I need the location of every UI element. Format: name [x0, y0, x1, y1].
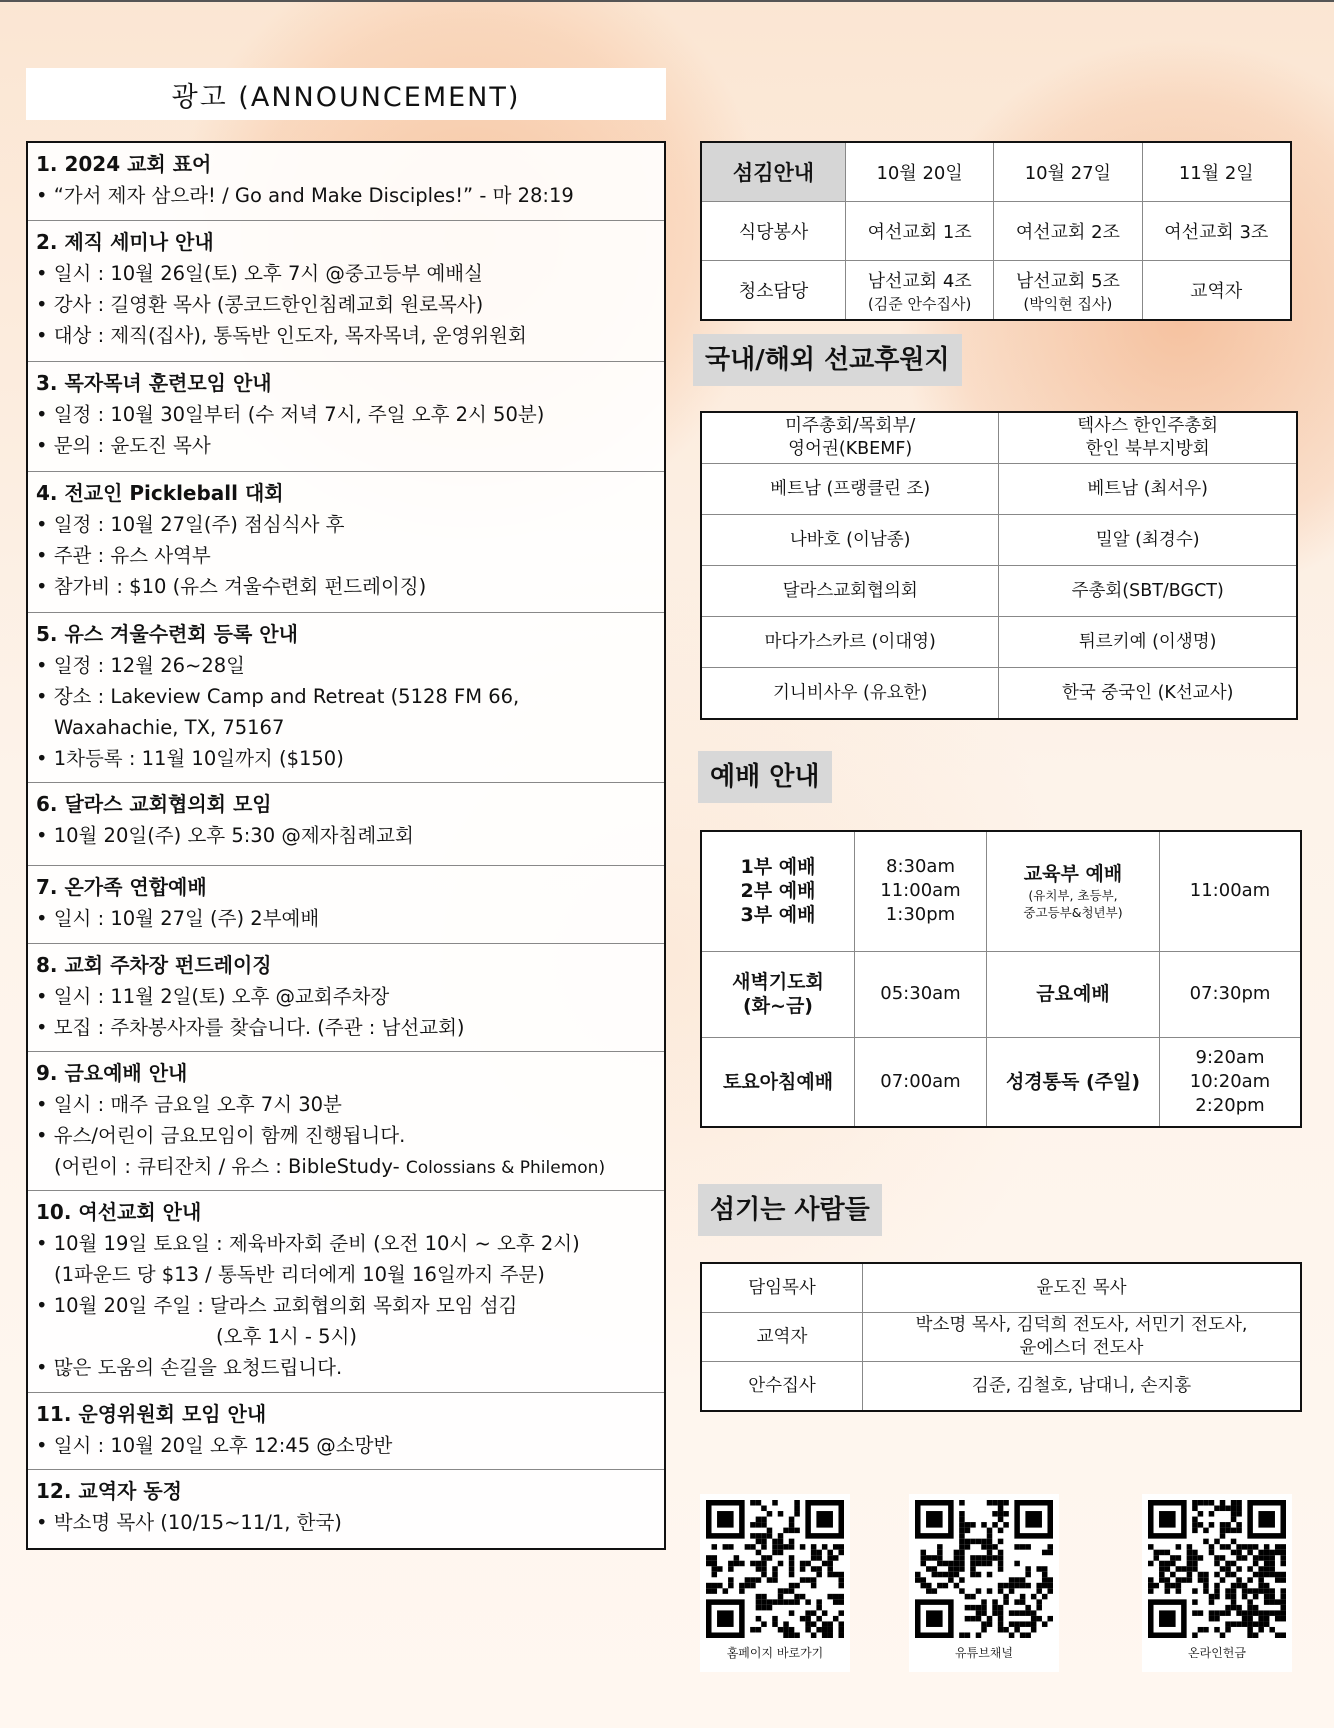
serving-date: 10월 20일: [846, 142, 994, 202]
top-border: [0, 0, 1334, 2]
worship-name: [701, 951, 855, 1037]
worship-title: 예배 안내: [698, 751, 832, 803]
worship-time: [1160, 1037, 1302, 1127]
announcement-item: [28, 143, 664, 221]
serving-cell-main: 남선교회 4조: [867, 270, 972, 292]
announcement-item: [28, 944, 664, 1052]
announcement-line: • 유스/어린이 금요모임이 함께 진행됩니다.: [36, 1120, 654, 1151]
worship-name-line: 교육부 예배: [1023, 862, 1123, 885]
announcement-item: [28, 472, 664, 613]
qr-youtube[interactable]: [909, 1494, 1059, 1672]
people-role: 담임목사: [701, 1263, 863, 1313]
announcement-title: 3. 목자목녀 훈련모임 안내: [36, 371, 272, 396]
mission-cell: 베트남 (프랭클린 조): [701, 464, 999, 515]
qr-code-icon: [706, 1500, 844, 1638]
mission-cell: 주총회(SBT/BGCT): [999, 566, 1297, 617]
announcement-title: 5. 유스 겨울수련회 등록 안내: [36, 622, 298, 647]
worship-time: 07:30pm: [1160, 951, 1302, 1037]
mission-header-line: 한인 북부지방회: [1085, 439, 1210, 459]
worship-time: [855, 831, 987, 951]
worship-name-line: 3부 예배: [740, 904, 816, 927]
mission-cell: 베트남 (최서우): [999, 464, 1297, 515]
announcement-line: • 10월 20일 주일 : 달라스 교회협의회 목회자 모임 섬김: [36, 1290, 654, 1321]
announcement-title: 9. 금요예배 안내: [36, 1060, 188, 1085]
worship-name-line: 새벽기도회: [732, 971, 824, 993]
people-title: 섬기는 사람들: [698, 1184, 882, 1236]
announcement-line: • 10월 20일(주) 오후 5:30 @제자침례교회: [36, 820, 654, 851]
announcement-title: 2. 제직 세미나 안내: [36, 229, 214, 254]
serving-cell-sub: (김준 안수집사): [867, 294, 972, 313]
serving-cell: 교역자: [1142, 261, 1291, 321]
worship-time: 11:00am: [1160, 831, 1302, 951]
announcement-line: • 10월 19일 토요일 : 제육바자회 준비 (오전 10시 ~ 오후 2시): [36, 1228, 654, 1259]
worship-name-line: 2부 예배: [740, 880, 816, 903]
mission-cell: 밀알 (최경수): [999, 515, 1297, 566]
mission-header-line: 미주총회/목회부/: [785, 416, 916, 436]
worship-time-line: 2:20pm: [1195, 1094, 1265, 1116]
worship-name-line: (화~금): [743, 995, 813, 1017]
announcement-line: • 많은 도움의 손길을 요청드립니다.: [36, 1352, 654, 1383]
announcement-item: [28, 866, 664, 944]
mission-cell: 달라스교회협의회: [701, 566, 999, 617]
worship-name-line: 1부 예배: [740, 856, 816, 879]
announcement-title: 1. 2024 교회 표어: [36, 152, 212, 176]
people-names-line: 박소명 목사, 김덕희 전도사, 서민기 전도사,: [915, 1315, 1248, 1335]
people-names: 윤도진 목사: [863, 1263, 1302, 1313]
announcement-line: • 일정 : 10월 27일(주) 점심식사 후: [36, 509, 654, 540]
worship-name: 토요아침예배: [701, 1037, 855, 1127]
serving-table: [700, 141, 1292, 321]
announcement-line: • 일시 : 10월 26일(토) 오후 7시 @중고등부 예배실: [36, 258, 654, 289]
announcement-item: [28, 1052, 664, 1192]
mission-cell: 튀르키예 (이생명): [999, 617, 1297, 668]
worship-time-line: 10:20am: [1189, 1070, 1271, 1092]
worship-name-sub: 중고등부&청년부): [1023, 904, 1123, 920]
announcement-line: (오후 1시 - 5시): [216, 1325, 358, 1349]
qr-code-icon: [1148, 1500, 1286, 1638]
qr-code-icon: [915, 1500, 1053, 1638]
mission-title: 국내/해외 선교후원지: [693, 334, 962, 386]
people-names: [863, 1313, 1302, 1362]
worship-name: 성경통독 (주일): [987, 1037, 1160, 1127]
page-title: 광고 (ANNOUNCEMENT): [26, 68, 666, 120]
worship-time-line: 11:00am: [880, 880, 961, 902]
worship-time-line: 1:30pm: [885, 904, 956, 926]
serving-cell: [994, 261, 1142, 321]
serving-header: 섬김안내: [701, 142, 846, 202]
announcement-title: 12. 교역자 동정: [36, 1479, 182, 1504]
worship-table: [700, 830, 1302, 1128]
announcement-line: • “가서 제자 삼으라! / Go and Make Disciples!” - 마 28:19: [36, 180, 654, 211]
mission-header: [701, 412, 999, 464]
announcement-item: [28, 613, 664, 782]
people-role: 안수집사: [701, 1362, 863, 1412]
announcement-line: Waxahachie, TX, 75167: [54, 716, 285, 740]
worship-name: 금요예배: [987, 951, 1160, 1037]
mission-cell: 마다가스카르 (이대영): [701, 617, 999, 668]
serving-date: 10월 27일: [994, 142, 1142, 202]
announcement-line: • 강사 : 길영환 목사 (콩코드한인침례교회 원로목사): [36, 289, 654, 320]
announcement-line: • 참가비 : $10 (유스 겨울수련회 펀드레이징): [36, 571, 654, 602]
serving-cell: 여선교회 3조: [1142, 202, 1291, 261]
serving-cell: 여선교회 2조: [994, 202, 1142, 261]
announcement-line: • 모집 : 주차봉사자를 찾습니다. (주관 : 남선교회): [36, 1012, 654, 1043]
people-names-line: 윤에스더 전도사: [1019, 1338, 1144, 1358]
announcement-line: • 일정 : 12월 26~28일: [36, 650, 654, 681]
announcement-line: • 일시 : 10월 20일 오후 12:45 @소망반: [36, 1430, 654, 1461]
qr-label: 홈페이지 바로가기: [726, 1646, 824, 1660]
announcement-line: (1파운드 당 $13 / 통독반 리더에게 10월 16일까지 주문): [54, 1263, 545, 1287]
mission-cell: 기니비사우 (유요한): [701, 668, 999, 720]
announcement-line: • 1차등록 : 11월 10일까지 ($150): [36, 743, 654, 774]
mission-header-line: 영어권(KBEMF): [788, 439, 913, 459]
announcement-title: 8. 교회 주차장 펀드레이징: [36, 953, 272, 978]
worship-time: 05:30am: [855, 951, 987, 1037]
people-names: 김준, 김철호, 남대니, 손지홍: [863, 1362, 1302, 1412]
worship-name: [987, 831, 1160, 951]
announcement-line: [36, 1151, 654, 1184]
mission-header-line: 텍사스 한인주총회: [1077, 416, 1219, 436]
announcement-line: • 박소명 목사 (10/15~11/1, 한국): [36, 1507, 654, 1538]
mission-cell: 나바호 (이남종): [701, 515, 999, 566]
announcement-title: 11. 운영위원회 모임 안내: [36, 1401, 267, 1426]
mission-header: [999, 412, 1297, 464]
people-table: [700, 1262, 1302, 1412]
serving-cell: [846, 261, 994, 321]
qr-offering[interactable]: [1142, 1494, 1292, 1672]
mission-table: [700, 411, 1298, 720]
announcement-item: [28, 1470, 664, 1548]
qr-label: 유튜브채널: [955, 1646, 1013, 1660]
qr-homepage[interactable]: [700, 1494, 850, 1672]
announcement-title: 4. 전교인 Pickleball 대회: [36, 480, 284, 505]
serving-row-label: 식당봉사: [701, 202, 846, 261]
worship-time: 07:00am: [855, 1037, 987, 1127]
announcement-item: [28, 362, 664, 472]
serving-cell-sub: (박익현 집사): [1023, 294, 1113, 313]
serving-cell: 여선교회 1조: [846, 202, 994, 261]
serving-date: 11월 2일: [1142, 142, 1291, 202]
announcement-line: • 일시 : 매주 금요일 오후 7시 30분: [36, 1089, 654, 1120]
announcement-title: 6. 달라스 교회협의회 모임: [36, 791, 272, 816]
serving-row-label: 청소담당: [701, 261, 846, 321]
announcement-line: • 일시 : 10월 27일 (주) 2부예배: [36, 903, 654, 934]
worship-name-sub: (유치부, 초등부,: [1028, 887, 1118, 903]
qr-label: 온라인헌금: [1188, 1646, 1246, 1660]
announcement-line: • 일시 : 11월 2일(토) 오후 @교회주차장: [36, 981, 654, 1012]
worship-time-line: 9:20am: [1195, 1046, 1265, 1068]
people-role: 교역자: [701, 1313, 863, 1362]
worship-time-line: 8:30am: [886, 856, 955, 878]
announcement-line: • 장소 : Lakeview Camp and Retreat (5128 FM 66,: [36, 681, 654, 712]
announcement-line: • 주관 : 유스 사역부: [36, 540, 654, 571]
announcement-item: [28, 1393, 664, 1471]
announcement-item: [28, 783, 664, 867]
worship-name: [701, 831, 855, 951]
serving-cell-main: 남선교회 5조: [1015, 270, 1120, 292]
announcement-title: 7. 온가족 연합예배: [36, 875, 207, 900]
announcement-item: [28, 221, 664, 362]
announcement-line-part: (어린이 : 큐티잔치 / 유스 : BibleStudy-: [54, 1154, 406, 1178]
announcement-list: [26, 141, 666, 1550]
announcement-title: 10. 여선교회 안내: [36, 1200, 202, 1225]
announcement-item: [28, 1191, 664, 1392]
announcement-line-part: Colossians & Philemon): [405, 1157, 606, 1178]
announcement-line: • 일정 : 10월 30일부터 (수 저녁 7시, 주일 오후 2시 50분): [36, 399, 654, 430]
mission-cell: 한국 중국인 (K선교사): [999, 668, 1297, 720]
announcement-line: • 대상 : 제직(집사), 통독반 인도자, 목자목녀, 운영위원회: [36, 320, 654, 351]
announcement-line: • 문의 : 윤도진 목사: [36, 430, 654, 461]
